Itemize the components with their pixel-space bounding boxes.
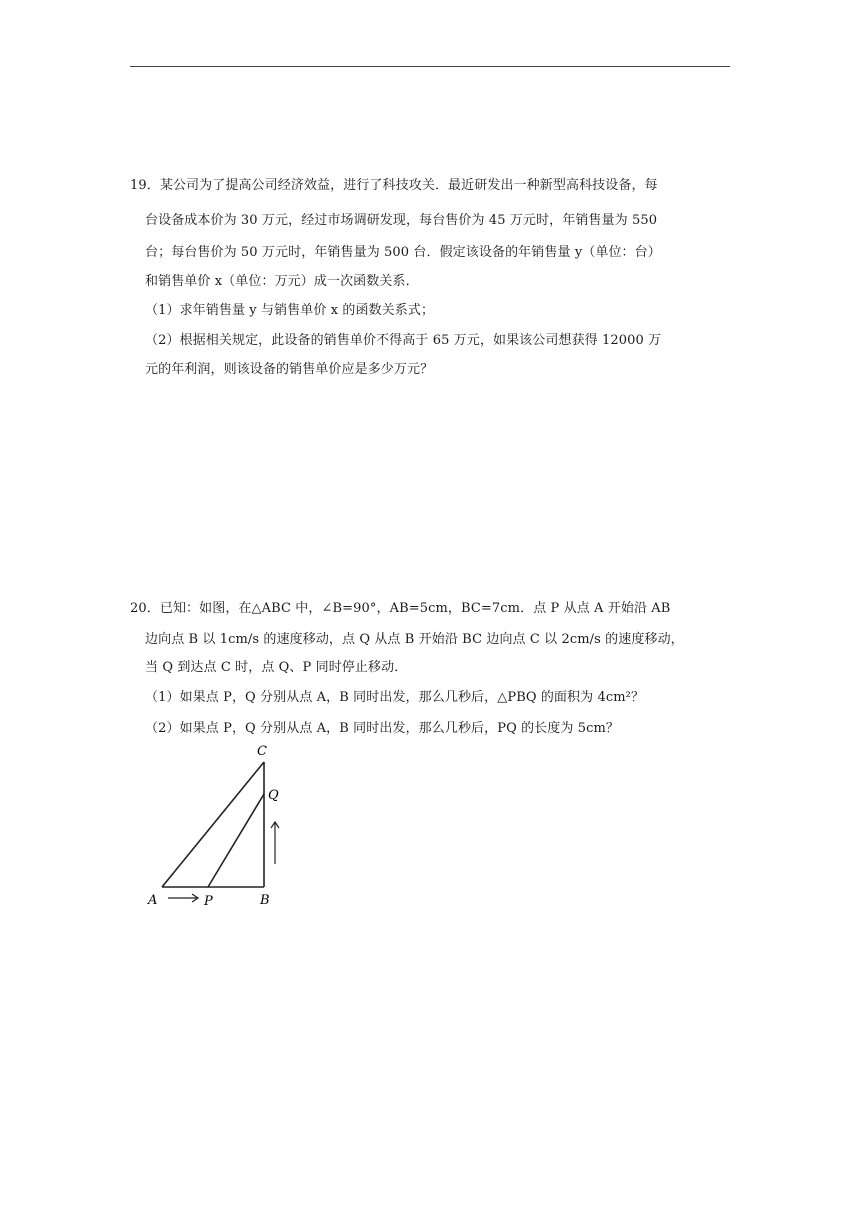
label-a: A: [148, 893, 158, 908]
label-c: C: [257, 744, 267, 759]
q19-line-1: [130, 177, 658, 195]
q20-line-1: [130, 600, 670, 618]
q19-line-3: 台；每台售价为 50 万元时，年销售量为 500 台．假定该设备的年销售量 y（单位：台）: [145, 245, 661, 260]
q20-part-2: （2）如果点 P，Q 分别从点 A，B 同时出发，那么几秒后，PQ 的长度为 5cm？: [145, 721, 619, 736]
header-rule: [130, 66, 730, 67]
q19-number: 19．: [130, 178, 160, 193]
q19-line-2: 台设备成本价为 30 万元，经过市场调研发现，每台售价为 45 万元时，年销售量为 550: [145, 213, 658, 228]
triangle-figure: [140, 742, 290, 908]
q20-line-2: 边向点 B 以 1cm/s 的速度移动，点 Q 从点 B 开始沿 BC 边向点 C 以 2cm/s 的速度移动，: [145, 632, 684, 647]
q19-text-1: 某公司为了提高公司经济效益，进行了科技攻关．最近研发出一种新型高科技设备，每: [159, 178, 658, 193]
q20-part-1: （1）如果点 P，Q 分别从点 A，B 同时出发，那么几秒后，△PBQ 的面积为 4cm²？: [145, 690, 645, 705]
q19-line-4: 和销售单价 x（单位：万元）成一次函数关系．: [145, 274, 419, 289]
q20-number: 20．: [130, 601, 160, 616]
q20-text-1: 已知：如图，在△ABC 中，∠B=90°，AB=5cm，BC=7cm．点 P 从点 A 开始沿 AB: [159, 601, 671, 616]
segment-ac: [162, 762, 264, 887]
label-p: P: [204, 894, 213, 908]
q19-part-2-line-2: 元的年利润，则该设备的销售单价应是多少万元？: [145, 362, 434, 377]
label-b: B: [260, 893, 270, 908]
segment-pq: [208, 794, 264, 887]
q20-line-3: 当 Q 到达点 C 时，点 Q、P 同时停止移动．: [145, 660, 408, 675]
q19-part-1: （1）求年销售量 y 与销售单价 x 的函数关系式；: [145, 303, 435, 318]
triangle-diagram: [140, 742, 290, 908]
q19-part-2-line-1: （2）根据相关规定，此设备的销售单价不得高于 65 万元，如果该公司想获得 12000 万: [145, 333, 662, 348]
label-q: Q: [268, 788, 279, 803]
